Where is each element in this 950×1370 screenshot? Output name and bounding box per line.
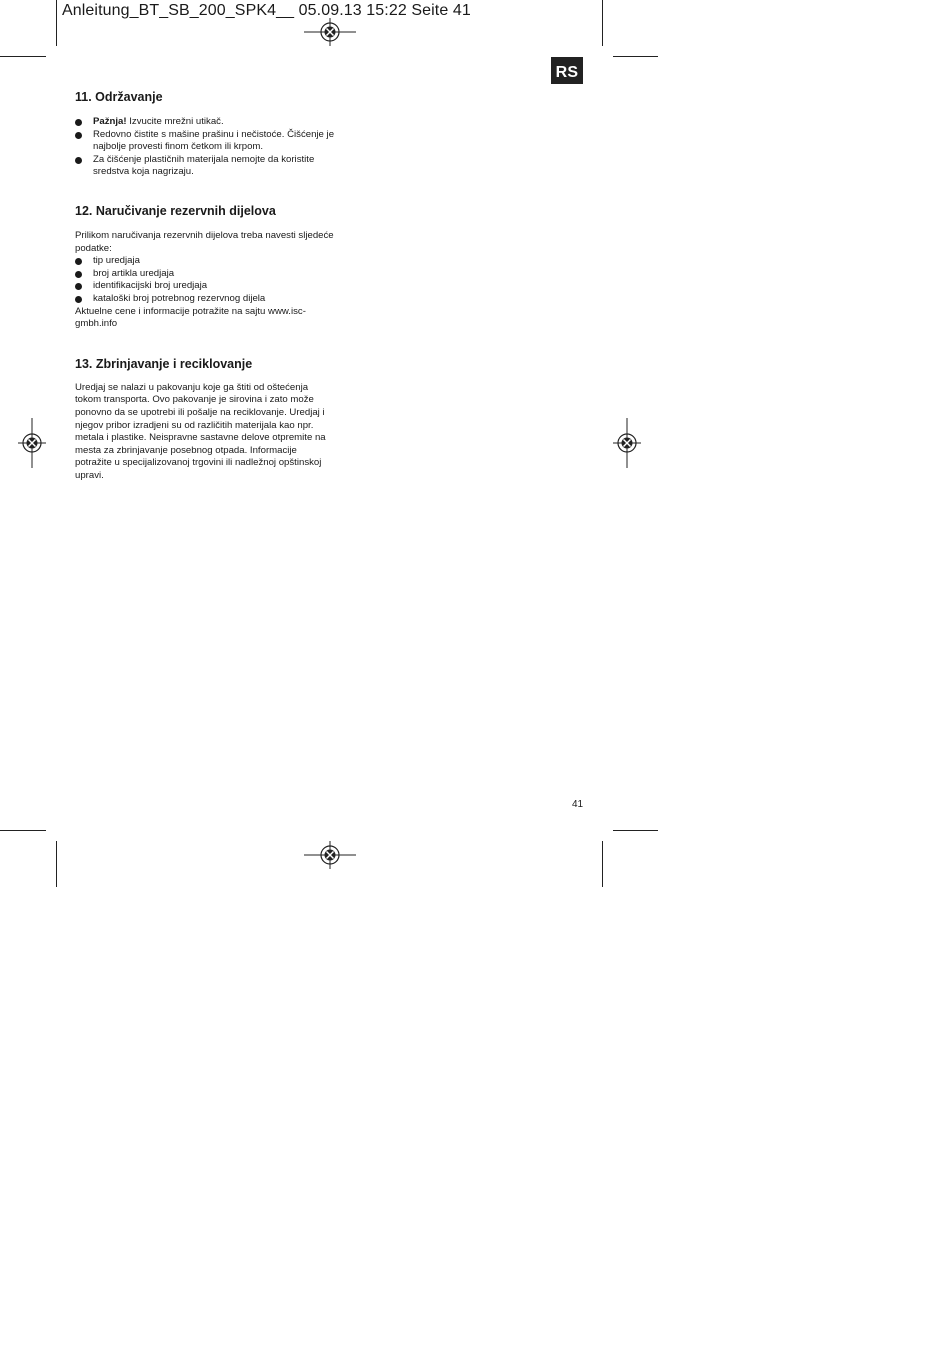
bullet-dot-icon <box>75 132 82 139</box>
crop-mark-bottom-right-h <box>613 830 658 831</box>
section-heading: 12. Naručivanje rezervnih dijelova <box>75 203 276 218</box>
bullet-dot-icon <box>75 258 82 265</box>
registration-mark-icon <box>613 418 641 468</box>
page-content <box>75 88 335 482</box>
list-item-text: Za čišćenje plastičnih materijala nemojte da koristite sredstva koja nagrizaju. <box>93 153 315 178</box>
bullet-dot-icon <box>75 119 82 126</box>
list-item-text: kataloški broj potrebnog rezervnog dijela <box>93 292 266 304</box>
list-item-text: broj artikla uredjaja <box>93 267 175 279</box>
crop-mark-bottom-left-h <box>0 830 46 831</box>
registration-mark-icon <box>304 841 356 869</box>
list-item-text: tip uredjaja <box>93 255 140 267</box>
crop-mark-top-left-v <box>56 0 57 46</box>
page-number: 41 <box>572 799 584 810</box>
section-spare-parts <box>75 202 335 331</box>
list-item <box>75 129 335 154</box>
warning-label: Pažnja! <box>93 116 127 127</box>
list-item <box>75 280 335 293</box>
section-heading: 11. Održavanje <box>75 90 163 104</box>
crop-mark-top-right-h <box>613 56 658 57</box>
section-outro: Aktuelne cene i informacije potražite na sajtu www.isc-gmbh.info <box>75 305 306 330</box>
bullet-dot-icon <box>75 271 82 278</box>
section-disposal <box>75 355 335 483</box>
print-slug: Anleitung_BT_SB_200_SPK4__ 05.09.13 15:22 Seite 41 <box>62 2 471 19</box>
section-intro: Prilikom naručivanja rezervnih dijelova treba navesti sljedeće podatke: <box>75 229 334 254</box>
section-body: Uredjaj se nalazi u pakovanju koje ga štiti od oštećenja tokom transporta. Ovo pakovanje je sirovina i zato može ponovno da se upotrebi ili pošalje na reciklovanje. Uredjaj i njegov pribor izradjeni su od različitih materijala kao npr. metala i plastike. Neispravne sastavne delove otpremite na mesta za zbrinjavanje posebnog otpada. Informacije potražite u specijalizovanoj trgovini ili nadležnoj opštinskoj upravi. <box>75 381 326 481</box>
bullet-dot-icon <box>75 157 82 164</box>
crop-mark-bottom-right-v <box>602 841 603 887</box>
crop-mark-top-left-h <box>0 56 46 57</box>
section-heading: 13. Zbrinjavanje i reciklovanje <box>75 356 253 371</box>
language-badge: RS <box>551 57 583 84</box>
list-item <box>75 255 335 268</box>
crop-mark-bottom-left-v <box>56 841 57 887</box>
bullet-list <box>75 116 335 179</box>
list-item-text: Izvucite mrežni utikač. <box>126 116 224 127</box>
registration-mark-icon <box>18 418 46 468</box>
list-item <box>75 154 335 179</box>
bullet-list <box>75 255 335 305</box>
bullet-dot-icon <box>75 296 82 303</box>
registration-mark-icon <box>304 18 356 46</box>
list-item <box>75 293 335 306</box>
crop-mark-top-right-v <box>602 0 603 46</box>
list-item <box>75 116 335 129</box>
section-maintenance <box>75 88 335 179</box>
list-item-text: identifikacijski broj uredjaja <box>93 280 208 292</box>
list-item-text: Redovno čistite s mašine prašinu i nečistoće. Čišćenje je najbolje provesti finom četkom ili krpom. <box>93 128 335 153</box>
bullet-dot-icon <box>75 283 82 290</box>
list-item <box>75 268 335 281</box>
